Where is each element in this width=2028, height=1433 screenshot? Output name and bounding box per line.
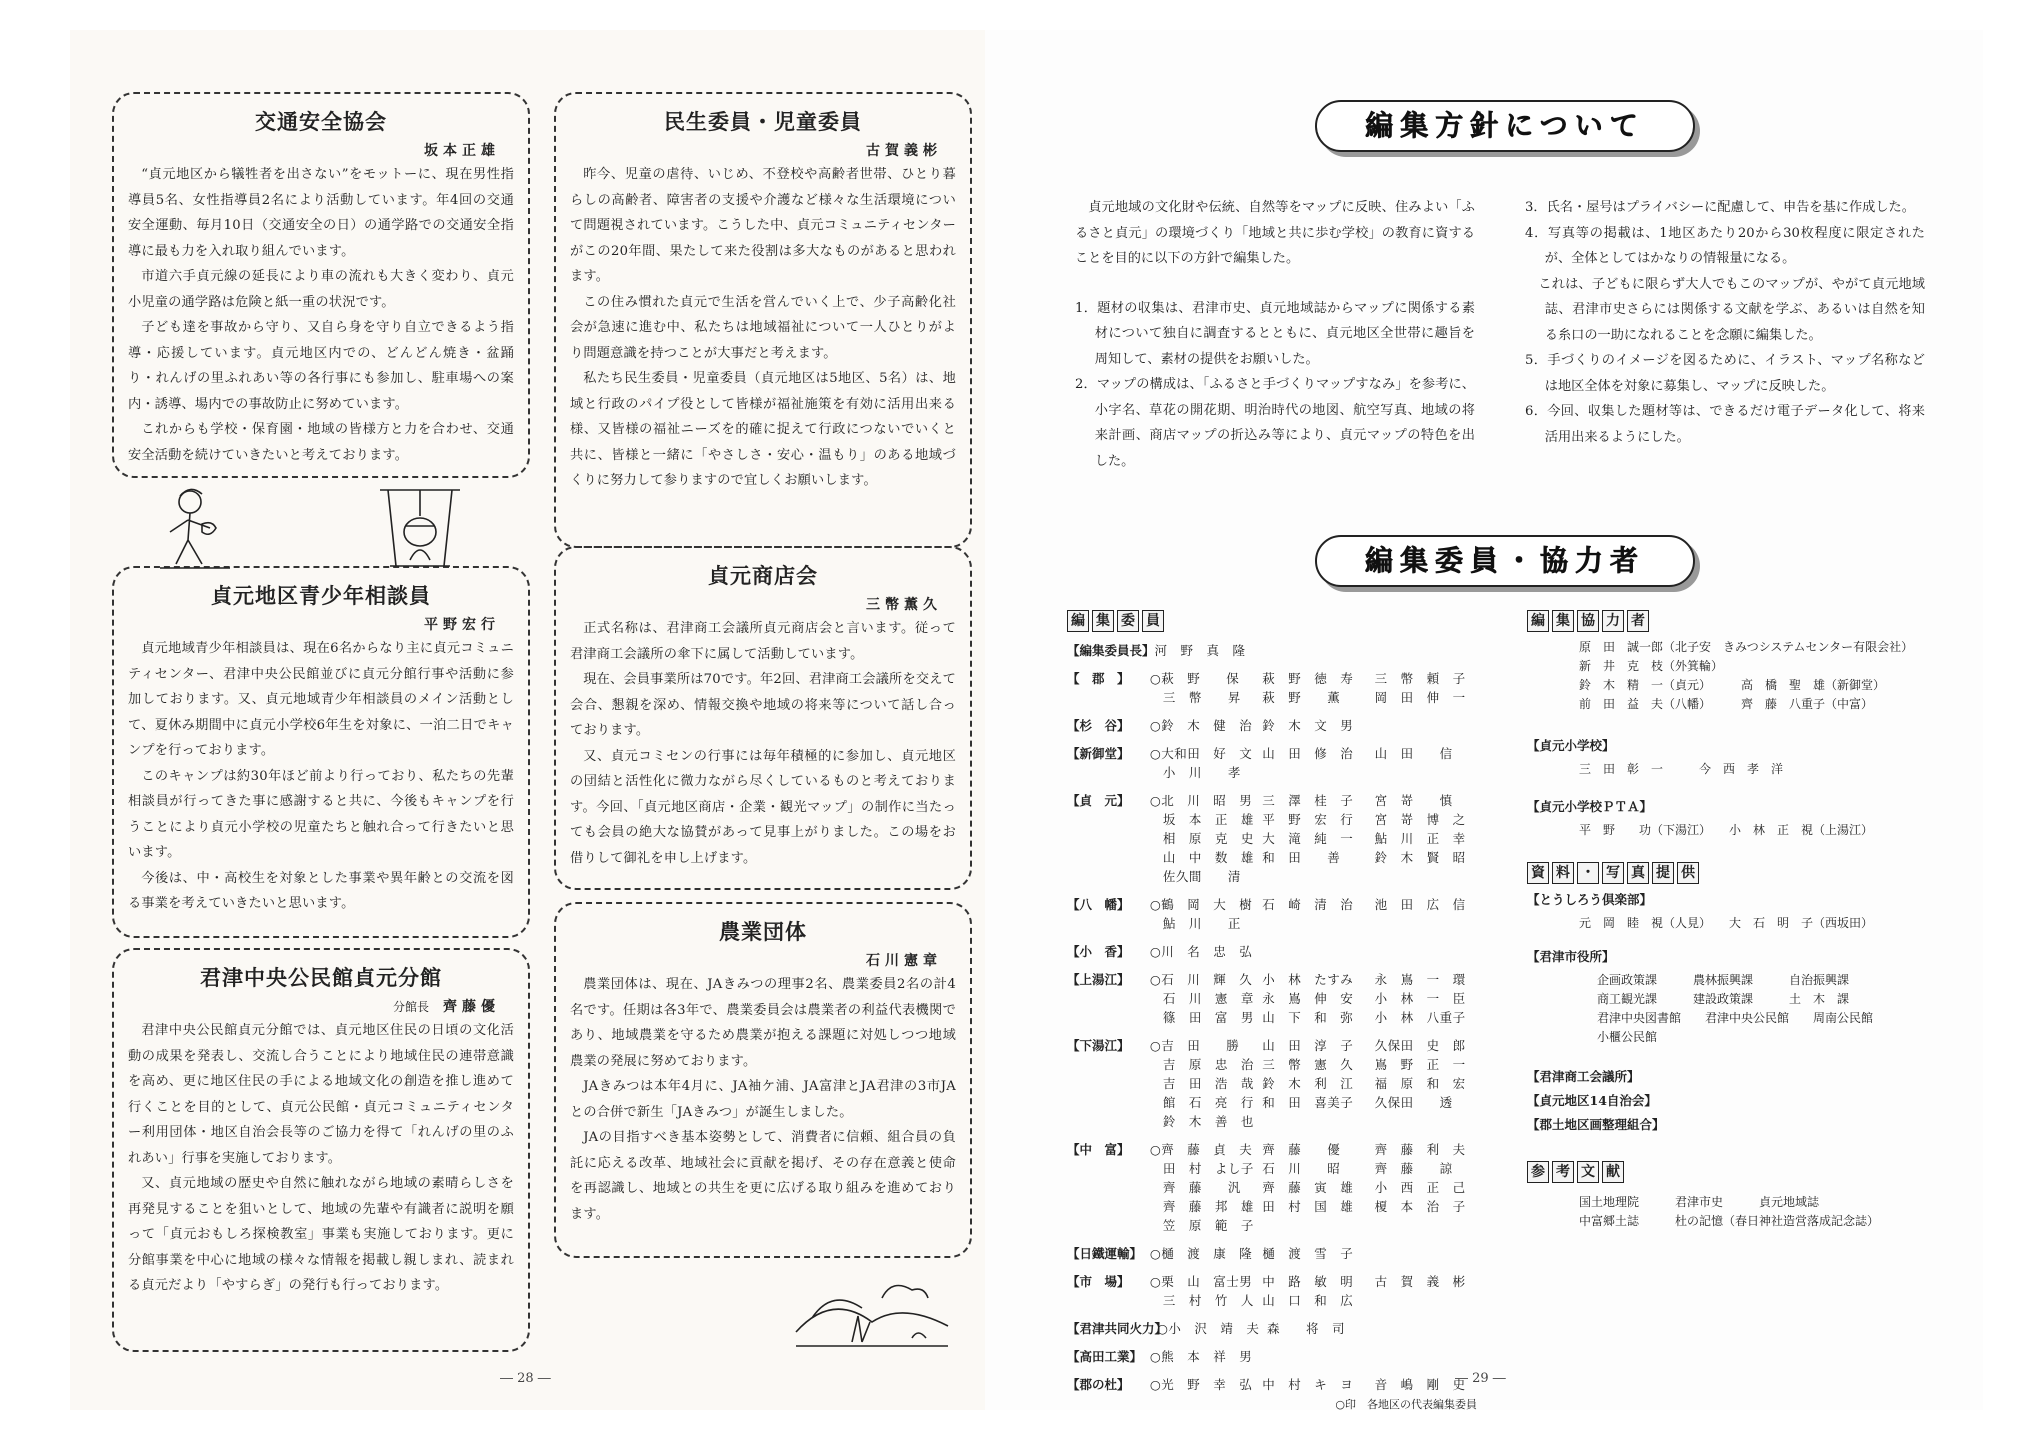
policy-item: 6．今回、収集した題材等は、できるだけ電子データ化して、将来活用出来るようにした。 — [1525, 404, 1925, 445]
page-number: ― 28 ― — [500, 1371, 551, 1386]
policy-item: 3．氏名・屋号はプライバシーに配慮して、申告を基に作成した。 — [1525, 200, 1915, 215]
member-name: ○北 川 昭 男 — [1149, 793, 1253, 808]
committee-row — [1067, 763, 1487, 782]
member-name: 和 田 喜美子 — [1262, 1095, 1354, 1110]
committee-row — [1067, 744, 1487, 763]
pta-label: 【貞元小学校ＰＴＡ】 — [1527, 799, 1653, 814]
member-name: 鈴 木 賢 昭 — [1374, 850, 1466, 865]
committee-row — [1067, 1272, 1487, 1291]
member-name — [1262, 914, 1374, 933]
member-name — [1375, 1244, 1487, 1263]
author-name: 坂本正雄 — [424, 143, 500, 159]
article-title: 貞元地区青少年相談員 — [211, 584, 431, 608]
member-name: 榎 本 治 子 — [1374, 1199, 1466, 1214]
district-label — [1067, 1197, 1150, 1216]
member-name: 吉 原 忠 治 — [1149, 1057, 1254, 1072]
committee-note: ○印 各地区の代表編集委員 — [1335, 1398, 1477, 1411]
article-body — [570, 616, 956, 871]
article-author — [570, 594, 942, 614]
policy-item: 4．写真等の掲載は、1地区あたり20から30枚程度に限定されたが、全体としてはかなりの情報量になる。 — [1525, 225, 1925, 266]
member-name — [1262, 1347, 1374, 1366]
author-prefix: 分館長 — [392, 1000, 429, 1014]
header-char: 者 — [1627, 610, 1649, 632]
district-label — [1067, 848, 1150, 867]
committee-row — [1067, 867, 1487, 886]
committee-row — [1067, 1216, 1487, 1235]
article-title: 君津中央公民館貞元分館 — [200, 966, 442, 990]
policy-item: 5．手づくりのイメージを図るために、イラスト、マップ名称などは地区全体を対象に募集し、マップに反映した。 — [1525, 353, 1925, 394]
article-title: 農業団体 — [719, 920, 807, 944]
author-name: 古賀義彬 — [866, 143, 942, 159]
article-paragraph: 又、貞元地域の歴史や自然に触れながら地域の素晴らしさを再発見することを狙いとして、地域の先輩や有識者に説明を願って「貞元おもしろ探検教室」事業も実施しております。更に分館事業を中心に地域の様々な情報を掲載し親しまれ、読まれる貞元だより「やすらぎ」の発行も行っております。 — [128, 1176, 514, 1293]
committee-row — [1067, 1347, 1487, 1366]
member-name: 鈴 木 善 也 — [1149, 1114, 1254, 1129]
cooperators-list — [1579, 638, 1947, 714]
member-name: 池 田 広 信 — [1374, 897, 1466, 912]
member-name: 小 林 たすみ — [1262, 972, 1354, 987]
header-char: 献 — [1602, 1161, 1624, 1183]
member-name: 山 口 和 広 — [1262, 1293, 1354, 1308]
member-name — [1375, 942, 1487, 961]
district-label — [1067, 1178, 1150, 1197]
header-char: 編 — [1067, 610, 1089, 632]
member-name: 山 中 数 雄 — [1149, 850, 1254, 865]
article-author — [128, 996, 500, 1016]
committee-row — [1067, 810, 1487, 829]
member-name: ○大和田 好 文 — [1149, 746, 1253, 761]
committee-row — [1067, 1159, 1487, 1178]
author-name: 平野宏行 — [424, 617, 500, 633]
member-name: ○小 沢 靖 夫 — [1157, 1321, 1260, 1336]
article-body — [128, 636, 514, 917]
member-name: 山 下 和 弥 — [1262, 1010, 1354, 1025]
member-name: 福 原 和 宏 — [1374, 1076, 1466, 1091]
article-body — [128, 1018, 514, 1299]
header-char: 集 — [1552, 610, 1574, 632]
member-name: 鮎 川 正 幸 — [1374, 831, 1466, 846]
committee-row — [1067, 1244, 1487, 1263]
committee-row — [1067, 641, 1487, 660]
district-label: 【編集委員長】 — [1067, 643, 1155, 658]
article-paragraph: 農業団体は、現在、JAきみつの理事2名、農業委員2名の計4名です。任期は各3年で、農業委員会は農業者の利益代表機関であり、地域農業を守るため農業が抱える課題に対処しつつ地域農業の発展に努めております。 — [570, 977, 956, 1069]
member-name: 齊 藤 優 — [1262, 1142, 1341, 1157]
header-char: 編 — [1527, 610, 1549, 632]
author-name: 三幣薫久 — [866, 597, 942, 613]
member-name: ○鶴 岡 大 樹 — [1149, 897, 1253, 912]
cooperator-name: 新 井 克 枝（外箕輪） — [1579, 659, 1724, 673]
committee-group — [1067, 1140, 1487, 1235]
member-name: ○栗 山 富士男 — [1149, 1274, 1253, 1289]
committee-group — [1067, 1272, 1487, 1310]
member-name: 萩 野 徳 寿 — [1262, 671, 1354, 686]
article-title: 交通安全協会 — [255, 110, 387, 134]
article-paragraph: 現在、会員事業所は70です。年2回、君津商工会議所を交えて会合、懇親を深め、情報交換や地域の将来等について話し合っております。 — [570, 672, 956, 738]
committee-row — [1067, 848, 1487, 867]
member-name: 小 西 正 己 — [1374, 1180, 1466, 1195]
district-label: 【下湯江】 — [1067, 1038, 1130, 1053]
campfire-pot-illustration — [370, 470, 470, 570]
district-label — [1067, 1291, 1150, 1310]
member-name: 山 田 修 治 — [1262, 746, 1354, 761]
city-department: 君津中央図書館 君津中央公民館 周南公民館 — [1597, 1011, 1874, 1025]
district-label: 【日鐵運輸】 — [1067, 1246, 1143, 1261]
cooperator-name: 前 田 益 夫（八幡） 齊 藤 八重子（中富） — [1579, 697, 1874, 711]
district-label: 【市 場】 — [1067, 1274, 1130, 1289]
member-name: 田 村 国 雄 — [1262, 1199, 1354, 1214]
references-list — [1579, 1193, 1947, 1231]
committee-group — [1067, 1375, 1487, 1394]
district-label — [1067, 1074, 1150, 1093]
article-box-traffic — [112, 92, 530, 478]
article-paragraph: JAきみつは本年4月に、JA袖ケ浦、JA富津とJA君津の3市JAとの合併で新生「JAきみつ」が誕生しました。 — [570, 1079, 956, 1120]
policy-intro: 貞元地域の文化財や伝統、自然等をマップに反映、住みよい「ふるさと貞元」の環境づくり「地域と共に歩む学校」の教育に資することを目的に以下の方針で編集した。 — [1075, 200, 1475, 266]
member-name: 山 田 淳 子 — [1262, 1038, 1354, 1053]
member-name: 笠 原 範 子 — [1149, 1218, 1254, 1233]
district-label — [1067, 1093, 1150, 1112]
committee-row — [1067, 1112, 1487, 1131]
left-page — [70, 30, 985, 1410]
page-number: ― 29 ― — [1455, 1371, 1506, 1386]
article-paragraph: 昨今、児童の虐待、いじめ、不登校や高齢者世帯、ひとり暮らしの高齢者、障害者の支援や介護など様々な生活環境について問題視されています。こうした中、貞元コミュニティセンターがこの20年間、果たして来た役割は多大なものがあると思われます。 — [570, 167, 956, 284]
article-author — [570, 140, 942, 160]
city-office-list — [1597, 971, 1947, 1047]
member-name — [1262, 867, 1374, 886]
city-office-label: 【君津市役所】 — [1527, 949, 1615, 964]
committee-row — [1067, 942, 1487, 961]
member-name: 岡 田 伸 一 — [1374, 690, 1466, 705]
district-label — [1067, 989, 1150, 1008]
member-name: 田 村 よし子 — [1149, 1161, 1254, 1176]
member-name — [1262, 1216, 1374, 1235]
committee-row — [1067, 829, 1487, 848]
committee-row — [1067, 1197, 1487, 1216]
district-label — [1067, 1112, 1150, 1131]
committee-group — [1067, 1347, 1487, 1366]
header-char: 資 — [1527, 862, 1549, 884]
committee-section — [1067, 610, 1487, 1412]
member-name — [1377, 1319, 1487, 1338]
policy-right-column — [1525, 195, 1925, 450]
member-name: 佐久間 清 — [1149, 869, 1241, 884]
article-paragraph: この住み慣れた貞元で生活を営んでいく上で、少子高齢化社会が急速に進む中、私たちは地域福祉について一人ひとりがより問題意識を持つことが大事だと考えます。 — [570, 294, 956, 361]
committee-list — [1067, 641, 1487, 1394]
city-department: 商工観光課 建設政策課 土 木 課 — [1597, 992, 1850, 1006]
article-paragraph: 私たち民生委員・児童委員（貞元地区は5地区、5名）は、地域と行政のパイプ役として皆様が福祉施策を有効に活用出来る様、又皆様の福祉ニーズを的確に捉えて行政につないでいくと共に、皆様と一緒に「やさしさ・安心・温もり」のある地域づくりに努力して参りますので宜しくお願いします。 — [570, 371, 956, 488]
committee-row — [1067, 970, 1487, 989]
author-name: 齊藤優 — [443, 999, 500, 1015]
member-name: 小 川 孝 — [1149, 765, 1241, 780]
member-name: 齊 藤 寅 雄 — [1262, 1180, 1354, 1195]
article-title: 貞元商店会 — [708, 564, 818, 588]
member-name: 和 田 善 — [1262, 850, 1341, 865]
policy-left-column — [1075, 195, 1475, 474]
committee-group — [1067, 744, 1487, 782]
committee-row — [1067, 791, 1487, 810]
header-char: 委 — [1117, 610, 1139, 632]
member-name: 石 川 昭 — [1262, 1161, 1341, 1176]
header-char: 料 — [1552, 862, 1574, 884]
committee-row — [1067, 1178, 1487, 1197]
district-label: 【杉 谷】 — [1067, 718, 1130, 733]
article-body — [570, 162, 956, 494]
member-name: 大 滝 純 一 — [1262, 831, 1354, 846]
city-department: 小櫃公民館 — [1597, 1030, 1658, 1044]
article-paragraph: 今後は、中・高校生を対象とした事業や異年齢との交流を図る事業を考えていきたいと思います。 — [128, 870, 514, 911]
member-name — [1265, 641, 1376, 660]
pta-names: 平 野 功（下湯江） 小 林 正 視（上湯江） — [1579, 823, 1874, 837]
landscape-illustration — [792, 1262, 952, 1352]
member-name — [1375, 1291, 1487, 1310]
member-name: 鈴 木 利 江 — [1262, 1076, 1354, 1091]
materials-header — [1527, 862, 1699, 884]
district-label: 【新御堂】 — [1067, 746, 1130, 761]
member-name: 宮 嵜 博 之 — [1374, 812, 1466, 827]
member-name: 三 幣 頼 子 — [1374, 671, 1466, 686]
chamber-label: 【君津商工会議所】 — [1527, 1069, 1640, 1084]
editors-banner: 編集委員・協力者 — [1315, 535, 1695, 587]
article-box-shops — [554, 546, 972, 890]
header-char: 文 — [1577, 1161, 1599, 1183]
article-box-kominkan — [112, 948, 530, 1352]
member-name: 山 田 信 — [1374, 746, 1453, 761]
club-label: 【とうしろう倶楽部】 — [1527, 892, 1653, 907]
committee-row — [1067, 1291, 1487, 1310]
policy-item: これは、子どもに限らず大人でもこのマップが、やがて貞元地域誌、君津市史さらには関係する文献を学ぶ、あるいは自然を知る糸口の一助になれることを念願に編集した。 — [1525, 276, 1925, 343]
article-author — [570, 950, 942, 970]
member-name: ○川 名 忠 弘 — [1149, 944, 1253, 959]
header-char: 考 — [1552, 1161, 1574, 1183]
member-name — [1375, 763, 1487, 782]
member-name: ○樋 渡 康 隆 — [1149, 1246, 1253, 1261]
editorial-policy-banner: 編集方針について — [1315, 100, 1695, 152]
committee-group — [1067, 1036, 1487, 1131]
header-char: 供 — [1677, 862, 1699, 884]
member-name: 小 林 八重子 — [1374, 1010, 1466, 1025]
header-char: 参 — [1527, 1161, 1549, 1183]
district-label — [1067, 810, 1150, 829]
district-label — [1067, 1055, 1150, 1074]
committee-group — [1067, 669, 1487, 707]
credits-section — [1527, 610, 1947, 1231]
author-name: 石川憲章 — [866, 953, 942, 969]
hiker-illustration — [140, 480, 240, 570]
member-name: ○光 野 幸 弘 — [1149, 1377, 1253, 1392]
member-name — [1375, 1216, 1487, 1235]
member-name: 齊 藤 利 夫 — [1374, 1142, 1466, 1157]
member-name: ○吉 田 勝 — [1149, 1038, 1240, 1053]
article-paragraph: 君津中央公民館貞元分館では、貞元地区住民の日頃の文化活動の成果を発表し、交流し合うことにより地域住民の連帯意識を高め、更に地区住民の手による地域文化の創造を推し進めて行くことを目的として、貞元公民館・貞元コミュニティセンター利用団体・地区自治会長等のご協力を得て「れんげの里のふれあい」行事を実施しております。 — [128, 1023, 514, 1166]
district-label — [1067, 867, 1150, 886]
member-name: 樋 渡 雪 子 — [1262, 1246, 1354, 1261]
member-name — [1376, 641, 1487, 660]
school-label: 【貞元小学校】 — [1527, 738, 1615, 753]
member-name: 鮎 川 正 — [1149, 916, 1241, 931]
member-name: 森 将 司 — [1267, 1321, 1346, 1336]
committee-group — [1067, 942, 1487, 961]
policy-item: 2．マップの構成は、「ふるさと手づくりマップすなみ」を参考に、小字名、草花の開花期、明治時代の地図、航空写真、地域の将来計画、商店マップの折込み等により、貞元マップの特色を出した。 — [1075, 377, 1475, 469]
committee-group — [1067, 895, 1487, 933]
kumiai-label: 【郡土地区画整理組合】 — [1527, 1117, 1665, 1132]
member-name — [1375, 716, 1487, 735]
member-name: 吉 田 浩 哉 — [1149, 1076, 1254, 1091]
member-name — [1375, 914, 1487, 933]
header-char: 真 — [1627, 862, 1649, 884]
committee-row — [1067, 1093, 1487, 1112]
committee-row — [1067, 914, 1487, 933]
committee-group — [1067, 791, 1487, 886]
member-name: 齊 藤 諒 — [1374, 1161, 1453, 1176]
article-box-welfare — [554, 92, 972, 548]
member-name: 嶌 野 正 一 — [1374, 1057, 1466, 1072]
district-label: 【中 富】 — [1067, 1142, 1130, 1157]
member-name: 坂 本 正 雄 — [1149, 812, 1254, 827]
member-name: ○石 川 輝 久 — [1149, 972, 1253, 987]
district-label: 【君津共同火力】 — [1067, 1321, 1168, 1336]
member-name: 石 川 憲 章 — [1149, 991, 1254, 1006]
member-name: 齊 藤 汎 — [1149, 1180, 1241, 1195]
committee-row — [1067, 1375, 1487, 1394]
member-name: ○鈴 木 健 治 — [1149, 718, 1253, 733]
article-box-youth — [112, 566, 530, 938]
member-name: ○齊 藤 貞 夫 — [1149, 1142, 1253, 1157]
member-name: 齊 藤 邦 雄 — [1149, 1199, 1254, 1214]
article-paragraph: “貞元地区から犠牲者を出さない”をモットーに、現在男性指導員5名、女性指導員2名により活動しています。年4回の交通安全運動、毎月10日（交通安全の日）の通学路での交通安全指導に最も力を入れ取り組んでいます。 — [128, 167, 514, 259]
right-page — [985, 30, 1983, 1410]
member-name: 三 澤 桂 子 — [1262, 793, 1354, 808]
committee-row — [1067, 669, 1487, 688]
article-paragraph: JAの目指すべき基本姿勢として、消費者に信頼、組合員の負託に応える改革、地域社会に貢献を掲げ、その存在意義と使命を再認識し、地域との共生を更に広げる取り組みを進めております。 — [570, 1130, 956, 1222]
member-name: 小 林 一 臣 — [1374, 991, 1466, 1006]
district-label — [1067, 1008, 1150, 1027]
member-name — [1375, 867, 1487, 886]
member-name: 河 野 真 隆 — [1154, 643, 1246, 658]
member-name: 古 賀 義 彬 — [1374, 1274, 1466, 1289]
member-name — [1262, 763, 1374, 782]
article-body — [128, 162, 514, 468]
member-name: ○熊 本 祥 男 — [1149, 1349, 1253, 1364]
committee-group — [1067, 970, 1487, 1027]
district-label: 【上湯江】 — [1067, 972, 1130, 987]
member-name: 久保田 透 — [1374, 1095, 1453, 1110]
member-name: 音 嶋 剛 史 — [1374, 1377, 1466, 1392]
member-name: 萩 野 薫 — [1262, 690, 1341, 705]
references-header — [1527, 1161, 1624, 1183]
committee-row — [1067, 1036, 1487, 1055]
member-name: 久保田 史 郎 — [1374, 1038, 1466, 1053]
committee-group — [1067, 641, 1487, 660]
cooperator-name: 原 田 誠一郎（北子安 きみつシステムセンター有限会社） — [1579, 640, 1914, 654]
committee-row — [1067, 688, 1487, 707]
committee-group — [1067, 1319, 1487, 1338]
district-label: 【八 幡】 — [1067, 897, 1130, 912]
member-name: 永 嶌 伸 安 — [1262, 991, 1354, 1006]
member-name: 三 村 竹 人 — [1149, 1293, 1254, 1308]
member-name: 宮 嵜 慎 — [1374, 793, 1453, 808]
article-paragraph: 子ども達を事故から守り、又自ら身を守り自立できるよう指導・応援しています。貞元地区内での、どんどん焼き・盆踊り・れんげの里ふれあい等の各行事にも参加し、駐車場への案内・誘導、場内での事故防止に努めています。 — [128, 320, 514, 412]
district-label: 【高田工業】 — [1067, 1349, 1143, 1364]
committee-row — [1067, 895, 1487, 914]
cooperators-header — [1527, 610, 1649, 632]
district-label — [1067, 829, 1150, 848]
member-name: ○萩 野 保 — [1149, 671, 1240, 686]
cooperator-name: 鈴 木 精 一（貞元） 高 橋 聖 雄（新御堂） — [1579, 678, 1886, 692]
district-label — [1067, 1216, 1150, 1235]
school-names: 三 田 彰 一 今 西 孝 洋 — [1579, 762, 1784, 776]
district-label — [1067, 688, 1150, 707]
article-paragraph: 貞元地域青少年相談員は、現在6名からなり主に貞元コミュニティセンター、君津中央公民館並びに貞元分館行事や活動に参加しております。又、貞元地域青少年相談員のメイン活動として、夏休み期間中に貞元小学校6年生を対象に、一泊二日でキャンプを行っております。 — [128, 641, 514, 758]
article-paragraph: 正式名称は、君津商工会議所貞元商店会と言います。従って君津商工会議所の傘下に属して活動しています。 — [570, 621, 956, 662]
header-char: 集 — [1092, 610, 1114, 632]
committee-row — [1067, 1319, 1487, 1338]
member-name — [1262, 942, 1374, 961]
district-label: 【 郡 】 — [1067, 671, 1130, 686]
member-name: 三 幣 昇 — [1149, 690, 1241, 705]
committee-group — [1067, 1244, 1487, 1263]
article-title: 民生委員・児童委員 — [664, 110, 862, 134]
policy-item: 1．題材の収集は、君津市史、貞元地域誌からマップに関係する素材について独自に調査するとともに、貞元地区全世帯に趣旨を周知して、素材の提供をお願いした。 — [1075, 300, 1475, 367]
member-name: 石 崎 清 治 — [1262, 897, 1354, 912]
member-name — [1262, 1112, 1374, 1131]
reference-title: 中富郷土誌 杜の記憶（春日神社造営落成記念誌） — [1579, 1214, 1880, 1228]
member-name: 永 嶌 一 環 — [1374, 972, 1466, 987]
district-label: 【貞 元】 — [1067, 793, 1130, 808]
article-paragraph: このキャンプは約30年ほど前より行っており、私たちの先輩相談員が行ってきた事に感謝すると共に、今後もキャンプを行うことにより貞元小学校の児童たちと触れ合って行きたいと思います。 — [128, 768, 514, 860]
district-label — [1067, 1159, 1150, 1178]
committee-row — [1067, 1074, 1487, 1093]
member-name: 平 野 宏 行 — [1262, 812, 1354, 827]
member-name — [1375, 1112, 1487, 1131]
article-body — [570, 972, 956, 1227]
member-name: 相 原 克 史 — [1149, 831, 1254, 846]
committee-row — [1067, 1140, 1487, 1159]
district-label — [1067, 763, 1150, 782]
city-department: 企画政策課 農林振興課 自治振興課 — [1597, 973, 1850, 987]
club-names: 元 岡 睦 視（人見） 大 石 明 子（西坂田） — [1579, 916, 1874, 930]
committee-row — [1067, 1055, 1487, 1074]
member-name: 篠 田 富 男 — [1149, 1010, 1254, 1025]
member-name: 鈴 木 文 男 — [1262, 718, 1354, 733]
committee-row — [1067, 716, 1487, 735]
article-author — [128, 140, 500, 160]
article-author — [128, 614, 500, 634]
header-char: 力 — [1602, 610, 1624, 632]
header-char: 員 — [1142, 610, 1164, 632]
header-char: 提 — [1652, 862, 1674, 884]
jichikai-label: 【貞元地区14自治会】 — [1527, 1093, 1657, 1108]
member-name: 中 村 キ ヨ — [1262, 1377, 1354, 1392]
committee-group — [1067, 716, 1487, 735]
member-name — [1375, 1347, 1487, 1366]
district-label: 【小 香】 — [1067, 944, 1130, 959]
member-name: 三 幣 憲 久 — [1262, 1057, 1354, 1072]
article-paragraph: 又、貞元コミセンの行事には毎年積極的に参加し、貞元地区の団結と活性化に微力ながら尽くしているものと考えております。今回、「貞元地区商店・企業・観光マップ」の制作に当たっても会員の絶大な協賛があって見事上がりました。この場をお借りして御礼を申し上げます。 — [570, 748, 956, 866]
header-char: 協 — [1577, 610, 1599, 632]
district-label: 【郡の杜】 — [1067, 1377, 1130, 1392]
committee-row — [1067, 989, 1487, 1008]
header-char: 写 — [1602, 862, 1624, 884]
article-box-agriculture — [554, 902, 972, 1258]
member-name: 中 路 敏 明 — [1262, 1274, 1354, 1289]
reference-title: 国土地理院 君津市史 貞元地域誌 — [1579, 1195, 1820, 1209]
article-paragraph: これからも学校・保育園・地域の皆様方と力を合わせ、交通安全活動を続けていきたいと考えております。 — [128, 422, 514, 463]
member-name: 館 石 亮 行 — [1149, 1095, 1254, 1110]
district-label — [1067, 914, 1150, 933]
article-paragraph: 市道六手貞元線の延長により車の流れも大きく変わり、貞元小児童の通学路は危険と紙一重の状況です。 — [128, 269, 514, 310]
header-char: ・ — [1577, 862, 1599, 884]
committee-header — [1067, 610, 1164, 632]
committee-row — [1067, 1008, 1487, 1027]
